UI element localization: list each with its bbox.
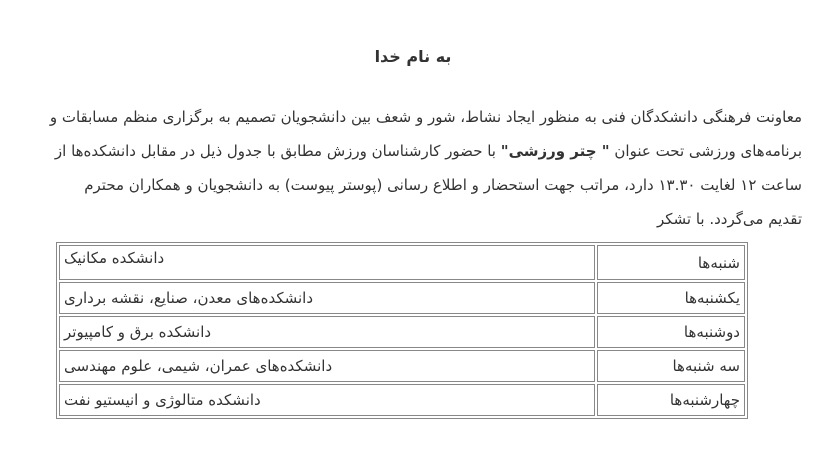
day-cell: دوشنبه‌ها <box>597 316 745 348</box>
college-name: دانشکده متالوژی و انیستیو نفت <box>64 391 261 409</box>
paragraph-line <box>54 134 802 168</box>
schedule-table <box>56 242 748 419</box>
table-row <box>59 282 745 314</box>
college-cell <box>59 316 595 348</box>
day-cell: یکشنبه‌ها <box>597 282 745 314</box>
college-cell <box>59 350 595 382</box>
table-row <box>59 384 745 416</box>
day-cell: شنبه‌ها <box>597 245 745 280</box>
paragraph-text: برنامه‌های ورزشی تحت عنوان <box>609 142 802 160</box>
day-cell: چهارشنبه‌ها <box>597 384 745 416</box>
college-name: دانشکده‌های معدن، صنایع، نقشه برداری <box>64 289 314 307</box>
event-name: " چتر ورزشی" <box>500 142 610 160</box>
table-row <box>59 245 745 280</box>
college-name: دانشکده برق و کامپیوتر <box>64 323 212 341</box>
college-cell <box>59 282 595 314</box>
document-title: به نام خدا <box>374 47 452 66</box>
paragraph-line: تقدیم می‌گردد. با تشکر <box>656 210 802 228</box>
day-cell: سه شنبه‌ها <box>597 350 745 382</box>
paragraph-line: ساعت ۱۲ لغایت ۱۳.۳۰ دارد، مراتب جهت استحضار و اطلاع رسانی (پوستر پیوست) به دانشجویان و همکاران محترم <box>84 176 802 194</box>
paragraph-line: معاونت فرهنگی دانشکدگان فنی به منظور ایجاد نشاط، شور و شعف بین دانشجویان تصمیم به برگزاری منظم مسابقات و <box>49 108 802 126</box>
table-row <box>59 316 745 348</box>
college-name: دانشکده‌های عمران، شیمی، علوم مهندسی <box>64 357 333 375</box>
table-row <box>59 350 745 382</box>
paragraph-text: با حضور کارشناسان ورزش مطابق با جدول ذیل در مقابل دانشکده‌ها از <box>54 142 501 160</box>
college-cell <box>59 384 595 416</box>
announcement-paragraph <box>49 100 802 236</box>
college-cell <box>59 245 595 280</box>
college-name: دانشکده مکانیک <box>64 249 165 267</box>
